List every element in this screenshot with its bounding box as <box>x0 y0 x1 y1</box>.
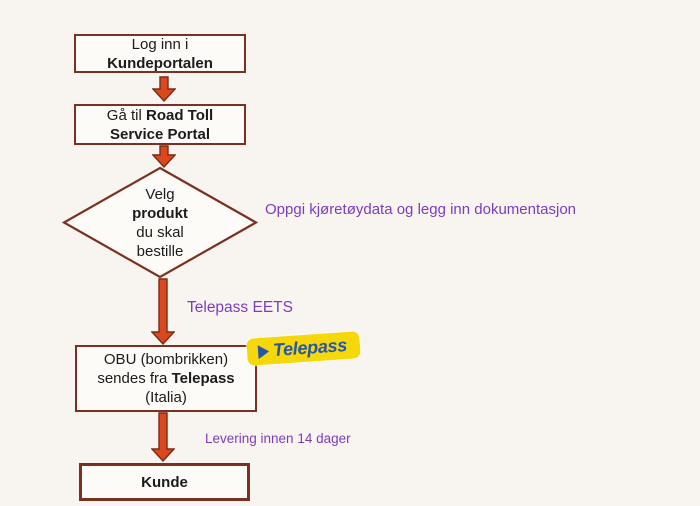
decision-text <box>62 166 258 279</box>
down-arrow-icon <box>152 145 176 168</box>
node-obu-line2-bold: Telepass <box>171 370 235 387</box>
node-portal-line1-prefix: Gå til <box>106 106 146 124</box>
down-arrow-icon <box>152 76 176 102</box>
node-login-line1: Log inn i <box>131 35 189 53</box>
decision-line3: du skal <box>136 223 184 241</box>
down-arrow-icon <box>151 412 175 462</box>
telepass-logo <box>246 331 361 366</box>
decision-line2: produkt <box>132 204 188 222</box>
node-portal-line1-bold: Road Toll <box>145 106 214 124</box>
telepass-logo-text: Telepass <box>272 334 348 361</box>
node-obu <box>75 345 257 412</box>
play-triangle-icon <box>258 344 270 359</box>
decision-velg-produkt <box>62 166 258 279</box>
node-login <box>74 34 246 73</box>
node-obu-line1: OBU (bombrikken) <box>103 351 229 368</box>
annotation-telepass-eets: Telepass EETS <box>187 299 293 316</box>
decision-line1: Velg <box>145 185 175 203</box>
down-arrow-icon <box>151 278 175 345</box>
annotation-delivery: Levering innen 14 dager <box>205 431 351 446</box>
node-obu-line2-prefix: sendes fra <box>97 370 172 387</box>
node-kunde-label: Kunde <box>141 473 188 491</box>
node-kunde <box>79 463 250 501</box>
decision-line4: bestille <box>136 242 184 260</box>
annotation-vehicle-data: Oppgi kjøretøydata og legg inn dokumentasjon <box>265 201 577 218</box>
node-road-toll-portal <box>74 104 246 145</box>
node-obu-line3: (Italia) <box>145 389 187 406</box>
node-portal-line2: Service Portal <box>109 125 211 143</box>
node-login-line2: Kundeportalen <box>107 54 213 72</box>
